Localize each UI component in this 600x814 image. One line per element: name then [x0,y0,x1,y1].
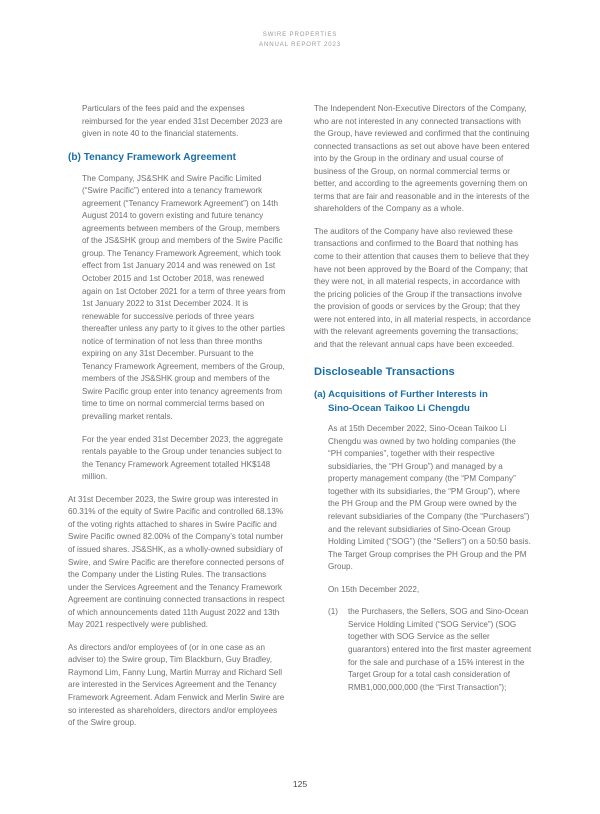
left-intro-block [68,103,286,141]
running-head-line-1: SWIRE PROPERTIES [262,31,338,38]
heading-tenancy-framework-agreement: (b) Tenancy Framework Agreement [68,151,237,163]
acquisitions-body-block [314,423,532,694]
list-item-marker: (1) [328,607,338,617]
sub-heading-line-1 [314,388,532,401]
two-column-body [68,103,532,730]
heading-discloseable-transactions: Discloseable Transactions [314,366,455,379]
right-column [314,103,532,730]
heading-acquisitions-sino-ocean [314,388,532,415]
page-number: 125 [292,779,308,789]
list-item [328,606,532,694]
paragraph-swire-interest: At 31st December 2023, the Swire group was interested in 60.31% of the equity of Swire Pacific and controlled 68.13% of the voting rights attached to shares in Swire Pacific and Swire Pacific owned 82.00% of the Company’s total number of issued shares. JS&SHK, as a wholly-owned subsidiary of Swire, and Swire Pacific are therefore connected persons of the Company under the Listing Rules. The transactions under the Services Agreement and the Tenancy Framework Agreement are continuing connected transactions in respect of which announcements dated 11th August 2022 and 13th May 2021 respectively were published. [68,494,285,630]
sub-heading-label: (a) [314,389,326,401]
transactions-list [328,606,532,694]
paragraph-ined-review: The Independent Non-Executive Directors of the Company, who are not interested in any connected transactions with the Group, have reviewed and confirmed that the continuing connected transactions as set out above have been entered into by the Group in the ordinary and usual course of business of the Group, on normal commercial terms or better, and according to the agreements governing them on terms that are fair and reasonable and in the interests of the shareholders of the Company as a whole. [314,104,530,214]
left-column [68,103,286,730]
sub-heading-text-1: Acquisitions of Further Interests in [328,389,488,401]
paragraph-fees-particulars: Particulars of the fees paid and the expenses reimbursed for the year ended 31st December 2023 are given in note 40 to the financial statements. [82,104,283,139]
paragraph-tenancy-2: For the year ended 31st December 2023, the aggregate rentals payable to the Group under tenancies subject to the Tenancy Framework Agreement totalled HK$148 million. [82,434,284,482]
running-head [0,30,600,50]
paragraph-auditors-review: The auditors of the Company have also reviewed these transactions and confirmed to the Board that nothing has come to their attention that causes them to believe that they have not been approved by the Board of the Company; that they were not, in all material respects, in accordance with the pricing policies of the Group if the transactions involve the provision of goods or services by the Group; that they were not entered into, in all material respects, in accordance with the relevant agreements governing the transactions; and that the relevant annual caps have been exceeded. [314,226,531,349]
list-item-text: the Purchasers, the Sellers, SOG and Sino-Ocean Service Holding Limited (“SOG Service”) (SOG together with SOG Service as the seller guarantors) entered into the first master agreement for the sale and purchase of a 15% interest in the Target Group for a total cash consideration of RMB1,000,000,000 (the “First Transaction”); [348,607,532,692]
paragraph-tenancy-1: The Company, JS&SHK and Swire Pacific Limited (“Swire Pacific”) entered into a tenancy framework agreement (“Tenancy Framework Agreement”) on 14th August 2014 to govern existing and future tenancy agreements between members of the Group, members of the JS&SHK group and members of the Swire Pacific group. The Tenancy Framework Agreement, which took effect from 1st January 2014 and was renewed on 1st October 2015 and 1st October 2018, was renewed again on 1st October 2021 for a term of three years from 1st January 2022 to 31st December 2024. It is renewable for successive periods of three years thereafter unless any party to it gives to the other parties notice of termination of not less than three months expiring on any 31st December. Pursuant to the Tenancy Framework Agreement, members of the Group, members of the JS&SHK group and members of the Swire Pacific group enter into tenancy agreements from time to time on normal commercial terms based on prevailing market rentals. [82,173,286,422]
paragraph-directors-interests: As directors and/or employees of (or in one case as an adviser to) the Swire group, Tim Blackburn, Guy Bradley, Raymond Lim, Fanny Lung, Martin Murray and Richard Sell are interested in the Services Agreement and the Tenancy Framework Agreement. Adam Fenwick and Merlin Swire are so interested as shareholders, directors and/or employees of the Swire group. [68,642,285,728]
sub-heading-line-2: Sino-Ocean Taikoo Li Chengdu [328,402,470,414]
running-head-line-2: ANNUAL REPORT 2023 [259,41,341,48]
paragraph-acquisitions-1: As at 15th December 2022, Sino-Ocean Taikoo Li Chengdu was owned by two holding companies (the “PH companies”, together with their respective subsidiaries, the “PH Group”) and managed by a property management company (the “PM Company” together with its subsidiaries, the “PM Group”), where the PH Group and the PM Group were owned by the relevant subsidiaries of the Company (the “Purchasers”) and the relevant subsidiaries of Sino-Ocean Group Holding Limited (“SOG”) (the “Sellers”) on a 50:50 basis. The Target Group comprises the PH Group and the PM Group. [328,424,531,572]
tenancy-body-block [68,173,286,484]
paragraph-date-line: On 15th December 2022, [328,584,420,594]
